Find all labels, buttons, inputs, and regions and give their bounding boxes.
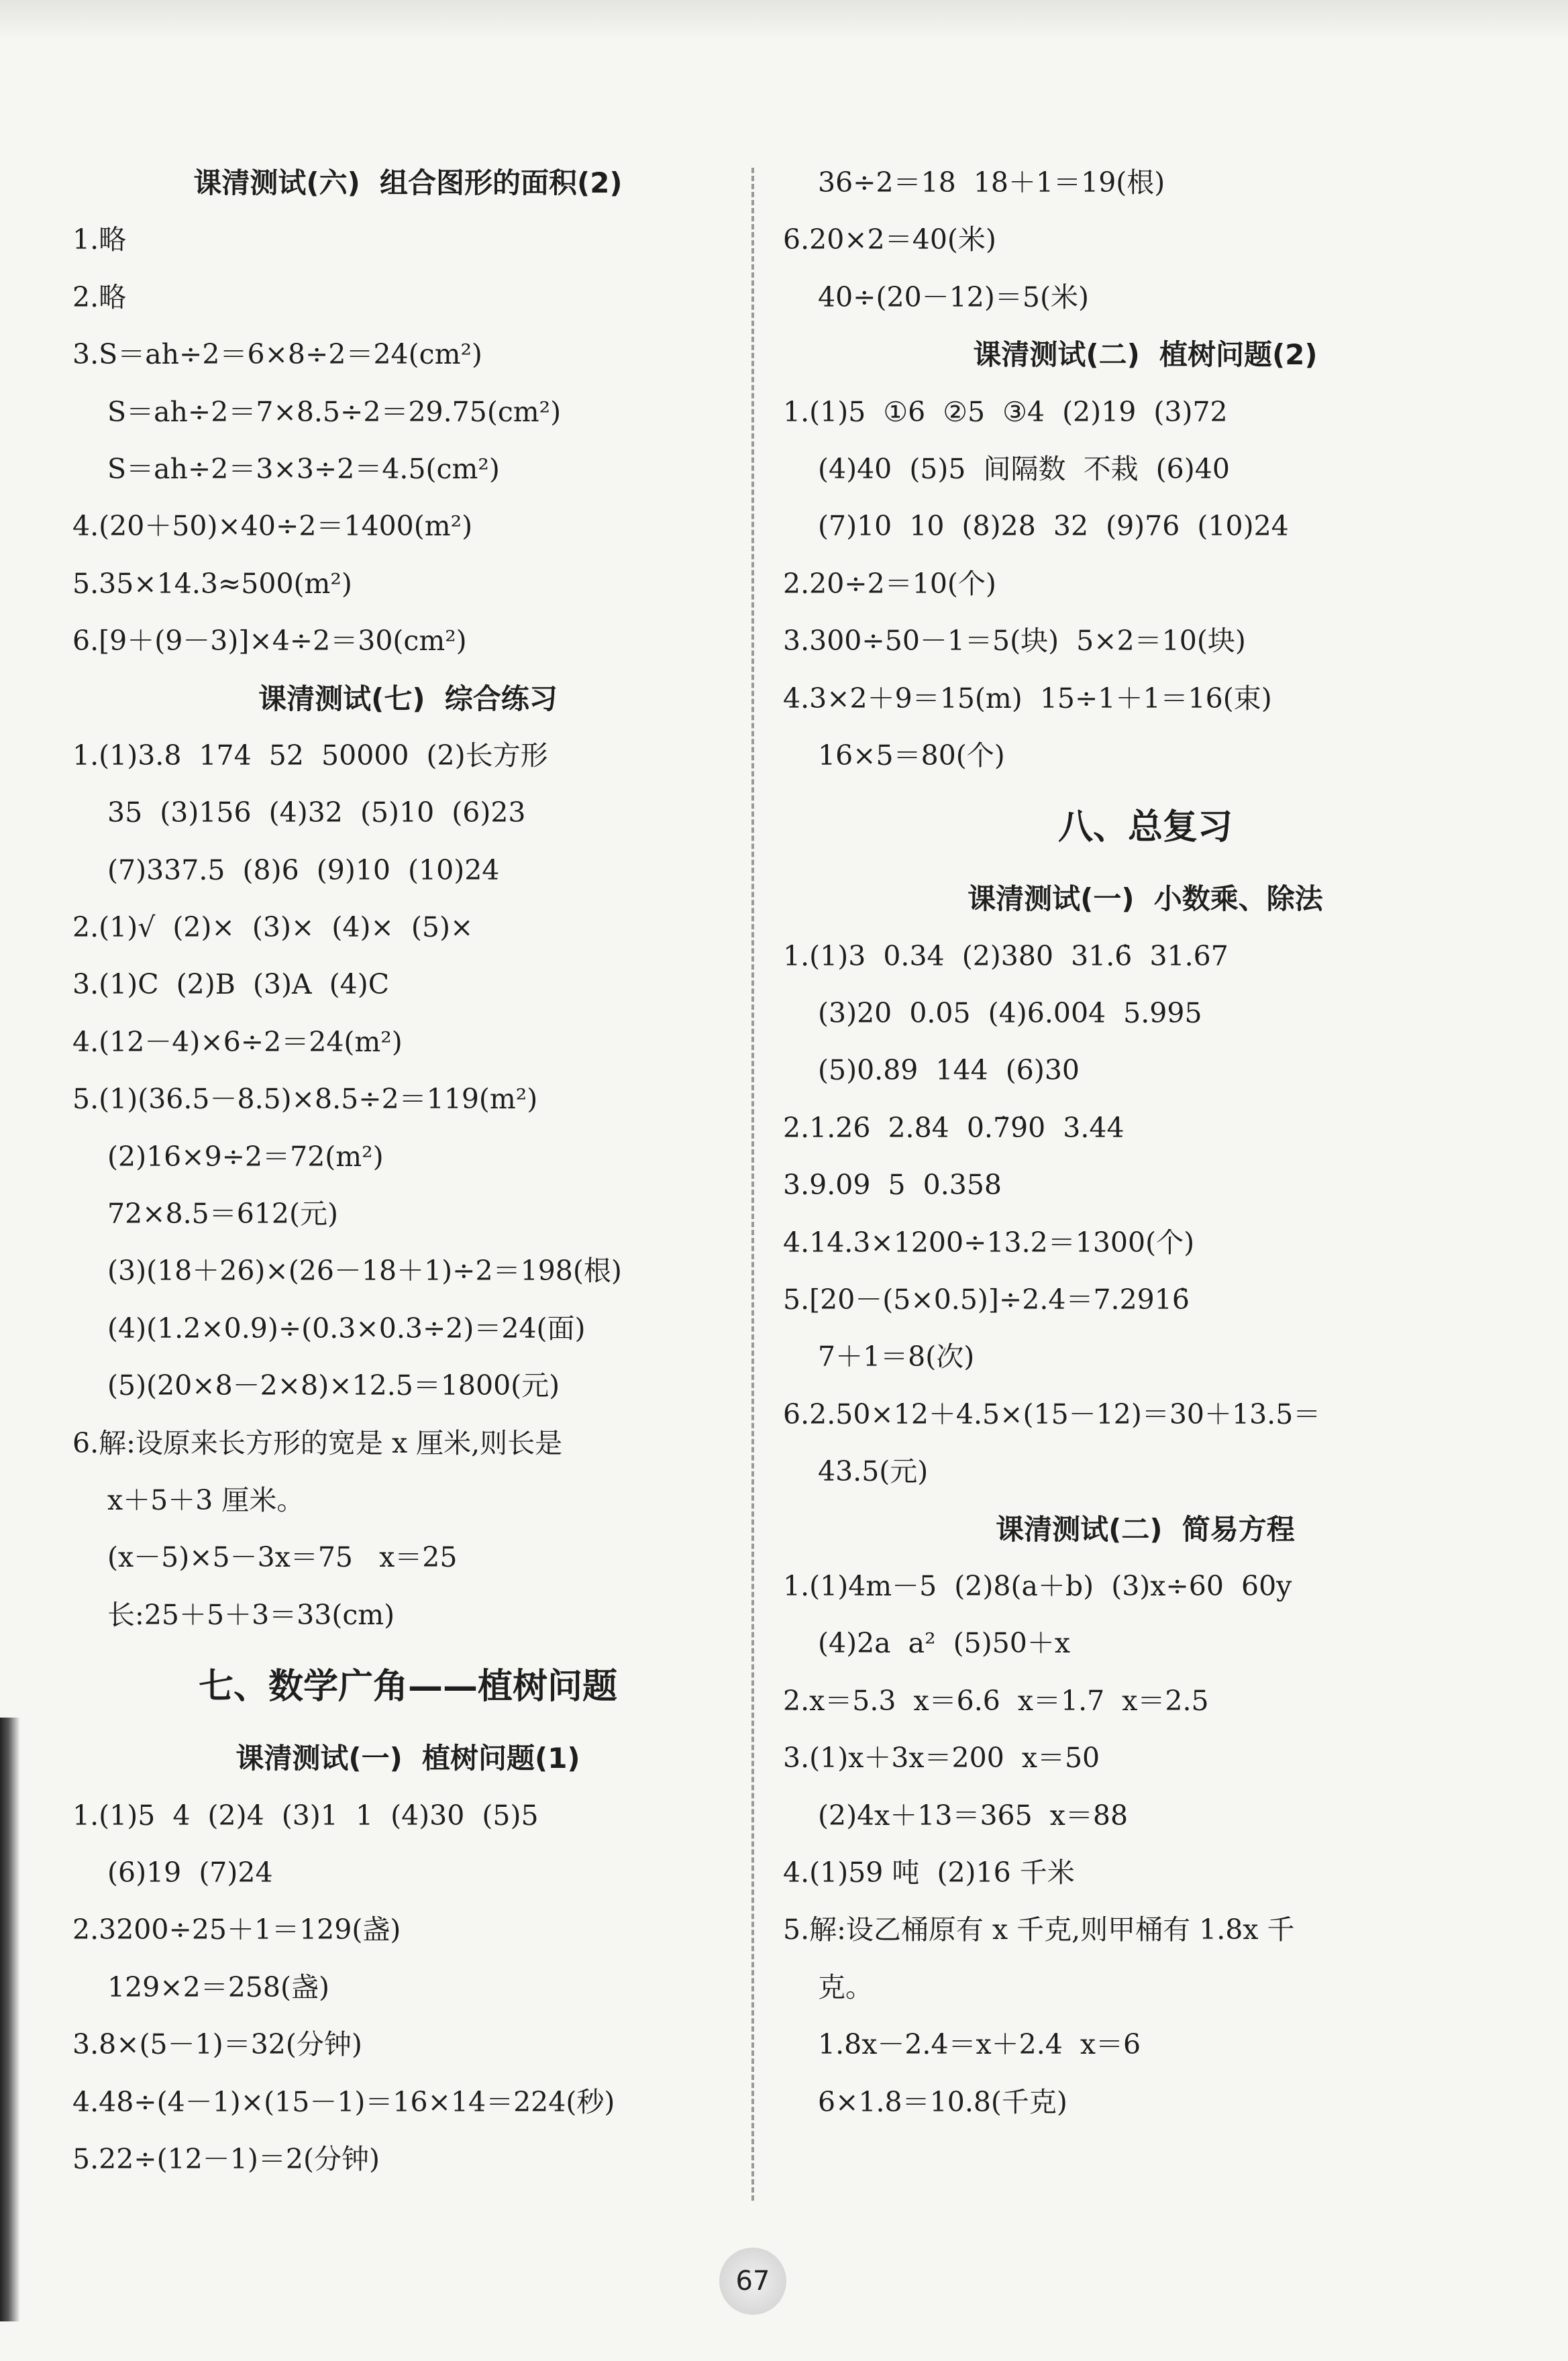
answer-line: 6.20×2＝40(米) [783, 223, 996, 256]
test-heading: 课清测试(一) 小数乘、除法 [968, 882, 1323, 916]
answer-line: 1.(1)3.8 174 52 50000 (2)长方形 [72, 739, 548, 772]
page-number: 67 [735, 2266, 770, 2297]
answer-line: 3.9.09 5 0.358 [783, 1169, 1002, 1202]
answer-line: 4.3×2＋9＝15(m) 15÷1＋1＝16(束) [783, 682, 1272, 715]
answer-line: 4.(12－4)×6÷2＝24(m²) [72, 1025, 403, 1058]
answer-line: (6)19 (7)24 [107, 1856, 273, 1889]
answer-line: (5)0.89 144 (6)30 [818, 1054, 1080, 1087]
answer-line: S＝ah÷2＝7×8.5÷2＝29.75(cm²) [107, 395, 562, 428]
answer-line: 6.解:设原来长方形的宽是 x 厘米,则长是 [72, 1426, 563, 1459]
answer-line: 16×5＝80(个) [818, 739, 1005, 772]
answer-line: 35 (3)156 (4)32 (5)10 (6)23 [107, 796, 526, 829]
answer-line: S＝ah÷2＝3×3÷2＝4.5(cm²) [107, 452, 500, 485]
page-top-shadow [0, 0, 1568, 40]
answer-line: 5.22÷(12－1)＝2(分钟) [72, 2142, 380, 2175]
answer-line: 43.5(元) [818, 1455, 929, 1488]
answer-line: (2)16×9÷2＝72(m²) [107, 1140, 384, 1173]
test-heading: 课清测试(六) 组合图形的面积(2) [193, 166, 623, 199]
answer-line: 4.(1)59 吨 (2)16 千米 [783, 1856, 1075, 1889]
answer-line: 4.(20＋50)×40÷2＝1400(m²) [72, 510, 473, 543]
answer-line: (2)4x＋13＝365 x＝88 [818, 1799, 1129, 1832]
answer-line: 3.8×(5－1)＝32(分钟) [72, 2028, 362, 2061]
answer-line: (7)337.5 (8)6 (9)10 (10)24 [107, 853, 500, 886]
answer-line: 36÷2＝18 18＋1＝19(根) [818, 166, 1165, 199]
answer-line: 3.S＝ah÷2＝6×8÷2＝24(cm²) [72, 338, 482, 371]
answer-line: 2.x＝5.3 x＝6.6 x＝1.7 x＝2.5 [783, 1684, 1209, 1717]
answer-line: (4)40 (5)5 间隔数 不栽 (6)40 [818, 452, 1230, 485]
answer-line: (3)(18＋26)×(26－18＋1)÷2＝198(根) [107, 1255, 622, 1288]
answer-line: (4)2a a² (5)50＋x [818, 1627, 1070, 1660]
answer-line: 1.8x－2.4＝x＋2.4 x＝6 [818, 2028, 1141, 2061]
answer-line: 1.(1)5 ①6 ②5 ③4 (2)19 (3)72 [783, 395, 1228, 428]
answer-line: 1.(1)3 0.34 (2)380 31.6̇ 31.67 [783, 939, 1229, 972]
answer-line: (7)10 10 (8)28 32 (9)76 (10)24 [818, 510, 1289, 543]
answer-line: (x－5)×5－3x＝75 x＝25 [107, 1541, 458, 1574]
answer-line: 5.(1)(36.5－8.5)×8.5÷2＝119(m²) [72, 1083, 538, 1116]
answer-line: 5.35×14.3≈500(m²) [72, 567, 352, 600]
answer-line: 129×2＝258(盏) [107, 1971, 329, 2003]
answer-line: 4.14.3×1200÷13.2＝1300(个) [783, 1226, 1195, 1259]
page-number-badge [713, 2241, 793, 2321]
answer-line: 40÷(20－12)＝5(米) [818, 280, 1089, 313]
answer-line: 72×8.5＝612(元) [107, 1198, 338, 1230]
answer-line: 6.2.50×12＋4.5×(15－12)＝30＋13.5＝ [783, 1398, 1321, 1430]
answer-line: (4)(1.2×0.9)÷(0.3×0.3÷2)＝24(面) [107, 1312, 586, 1345]
answer-line: 4.48÷(4－1)×(15－1)＝16×14＝224(秒) [72, 2085, 615, 2118]
answer-line: 3.(1)x＋3x＝200 x＝50 [783, 1742, 1100, 1775]
answer-line: 2.略 [72, 280, 127, 313]
answer-line: 2.1.26 2.84 0.7̇9̇0 3.44 [783, 1111, 1125, 1144]
answer-line: 1.略 [72, 223, 127, 256]
answer-line: 6×1.8＝10.8(千克) [818, 2085, 1067, 2118]
answer-line: 1.(1)4m－5 (2)8(a＋b) (3)x÷60 60y [783, 1569, 1292, 1602]
answer-line: (3)20 0.05 (4)6.004 5.995 [818, 997, 1202, 1030]
answer-line: 1.(1)5 4 (2)4 (3)1 1 (4)30 (5)5 [72, 1799, 539, 1832]
test-heading: 课清测试(七) 综合练习 [258, 682, 558, 715]
test-heading: 课清测试(二) 植树问题(2) [973, 338, 1318, 372]
answer-line: 5.解:设乙桶原有 x 千克,则甲桶有 1.8x 千 [783, 1913, 1295, 1946]
answer-line: 6.[9＋(9－3)]×4÷2＝30(cm²) [72, 625, 467, 658]
test-heading: 课清测试(二) 简易方程 [996, 1512, 1295, 1546]
answer-line: 3.300÷50－1＝5(块) 5×2＝10(块) [783, 625, 1246, 658]
answer-line: (5)(20×8－2×8)×12.5＝1800(元) [107, 1369, 560, 1402]
section-heading: 八、总复习 [1057, 807, 1233, 848]
answer-line: 3.(1)C (2)B (3)A (4)C [72, 968, 390, 1001]
right-column [783, 154, 1508, 2131]
answer-line: 克。 [818, 1971, 873, 2003]
left-column [72, 154, 743, 2188]
column-divider [751, 168, 754, 2201]
answer-line: x＋5＋3 厘米。 [107, 1483, 305, 1516]
answer-line: 5.[20－(5×0.5)]÷2.4＝7.2916̇ [783, 1283, 1190, 1316]
binding-edge-shadow [0, 1718, 20, 2321]
answer-line: 2.3200÷25＋1＝129(盏) [72, 1913, 401, 1946]
answer-line: 2.20÷2＝10(个) [783, 567, 996, 600]
answer-line: 7＋1＝8(次) [818, 1341, 975, 1373]
answer-line: 2.(1)√ (2)× (3)× (4)× (5)× [72, 911, 474, 944]
answer-line: 长:25＋5＋3＝33(cm) [107, 1598, 395, 1631]
test-heading: 课清测试(一) 植树问题(1) [236, 1742, 580, 1775]
section-heading: 七、数学广角——植树问题 [198, 1667, 617, 1708]
